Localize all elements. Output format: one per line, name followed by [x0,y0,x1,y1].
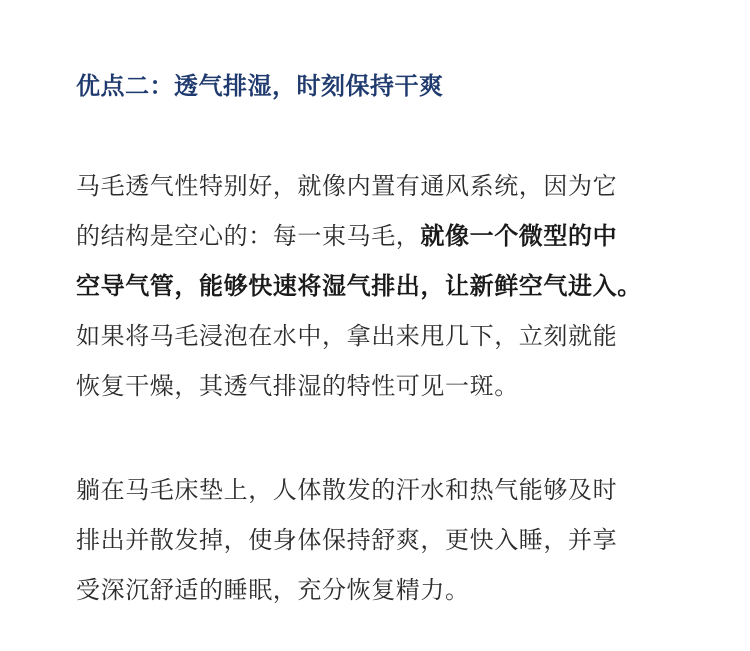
paragraph-line: 受深沉舒适的睡眠，充分恢复精力。 [76,576,470,604]
paragraph-line: 恢复干燥，其透气排湿的特性可见一斑。 [76,372,519,400]
paragraph-text: 的结构是空心的：每一束马毛， [76,222,421,250]
paragraph-line: 马毛透气性特别好，就像内置有通风系统，因为它 [76,172,618,200]
emphasis-text: 就像一个微型的中 [420,222,618,250]
paragraph-sleep-benefit [76,465,696,615]
paragraph-line [76,211,696,261]
paragraph-line: 如果将马毛浸泡在水中，拿出来甩几下，立刻就能 [76,322,618,350]
paragraph-line: 排出并散发掉，使身体保持舒爽，更快入睡，并享 [76,526,618,554]
paragraph-line: 躺在马毛床垫上，人体散发的汗水和热气能够及时 [76,476,618,504]
paragraph-breathability [76,161,696,411]
emphasis-line: 空导气管，能够快速将湿气排出，让新鲜空气进入。 [76,272,642,300]
section-heading: 优点二：透气排湿，时刻保持干爽 [76,72,444,100]
